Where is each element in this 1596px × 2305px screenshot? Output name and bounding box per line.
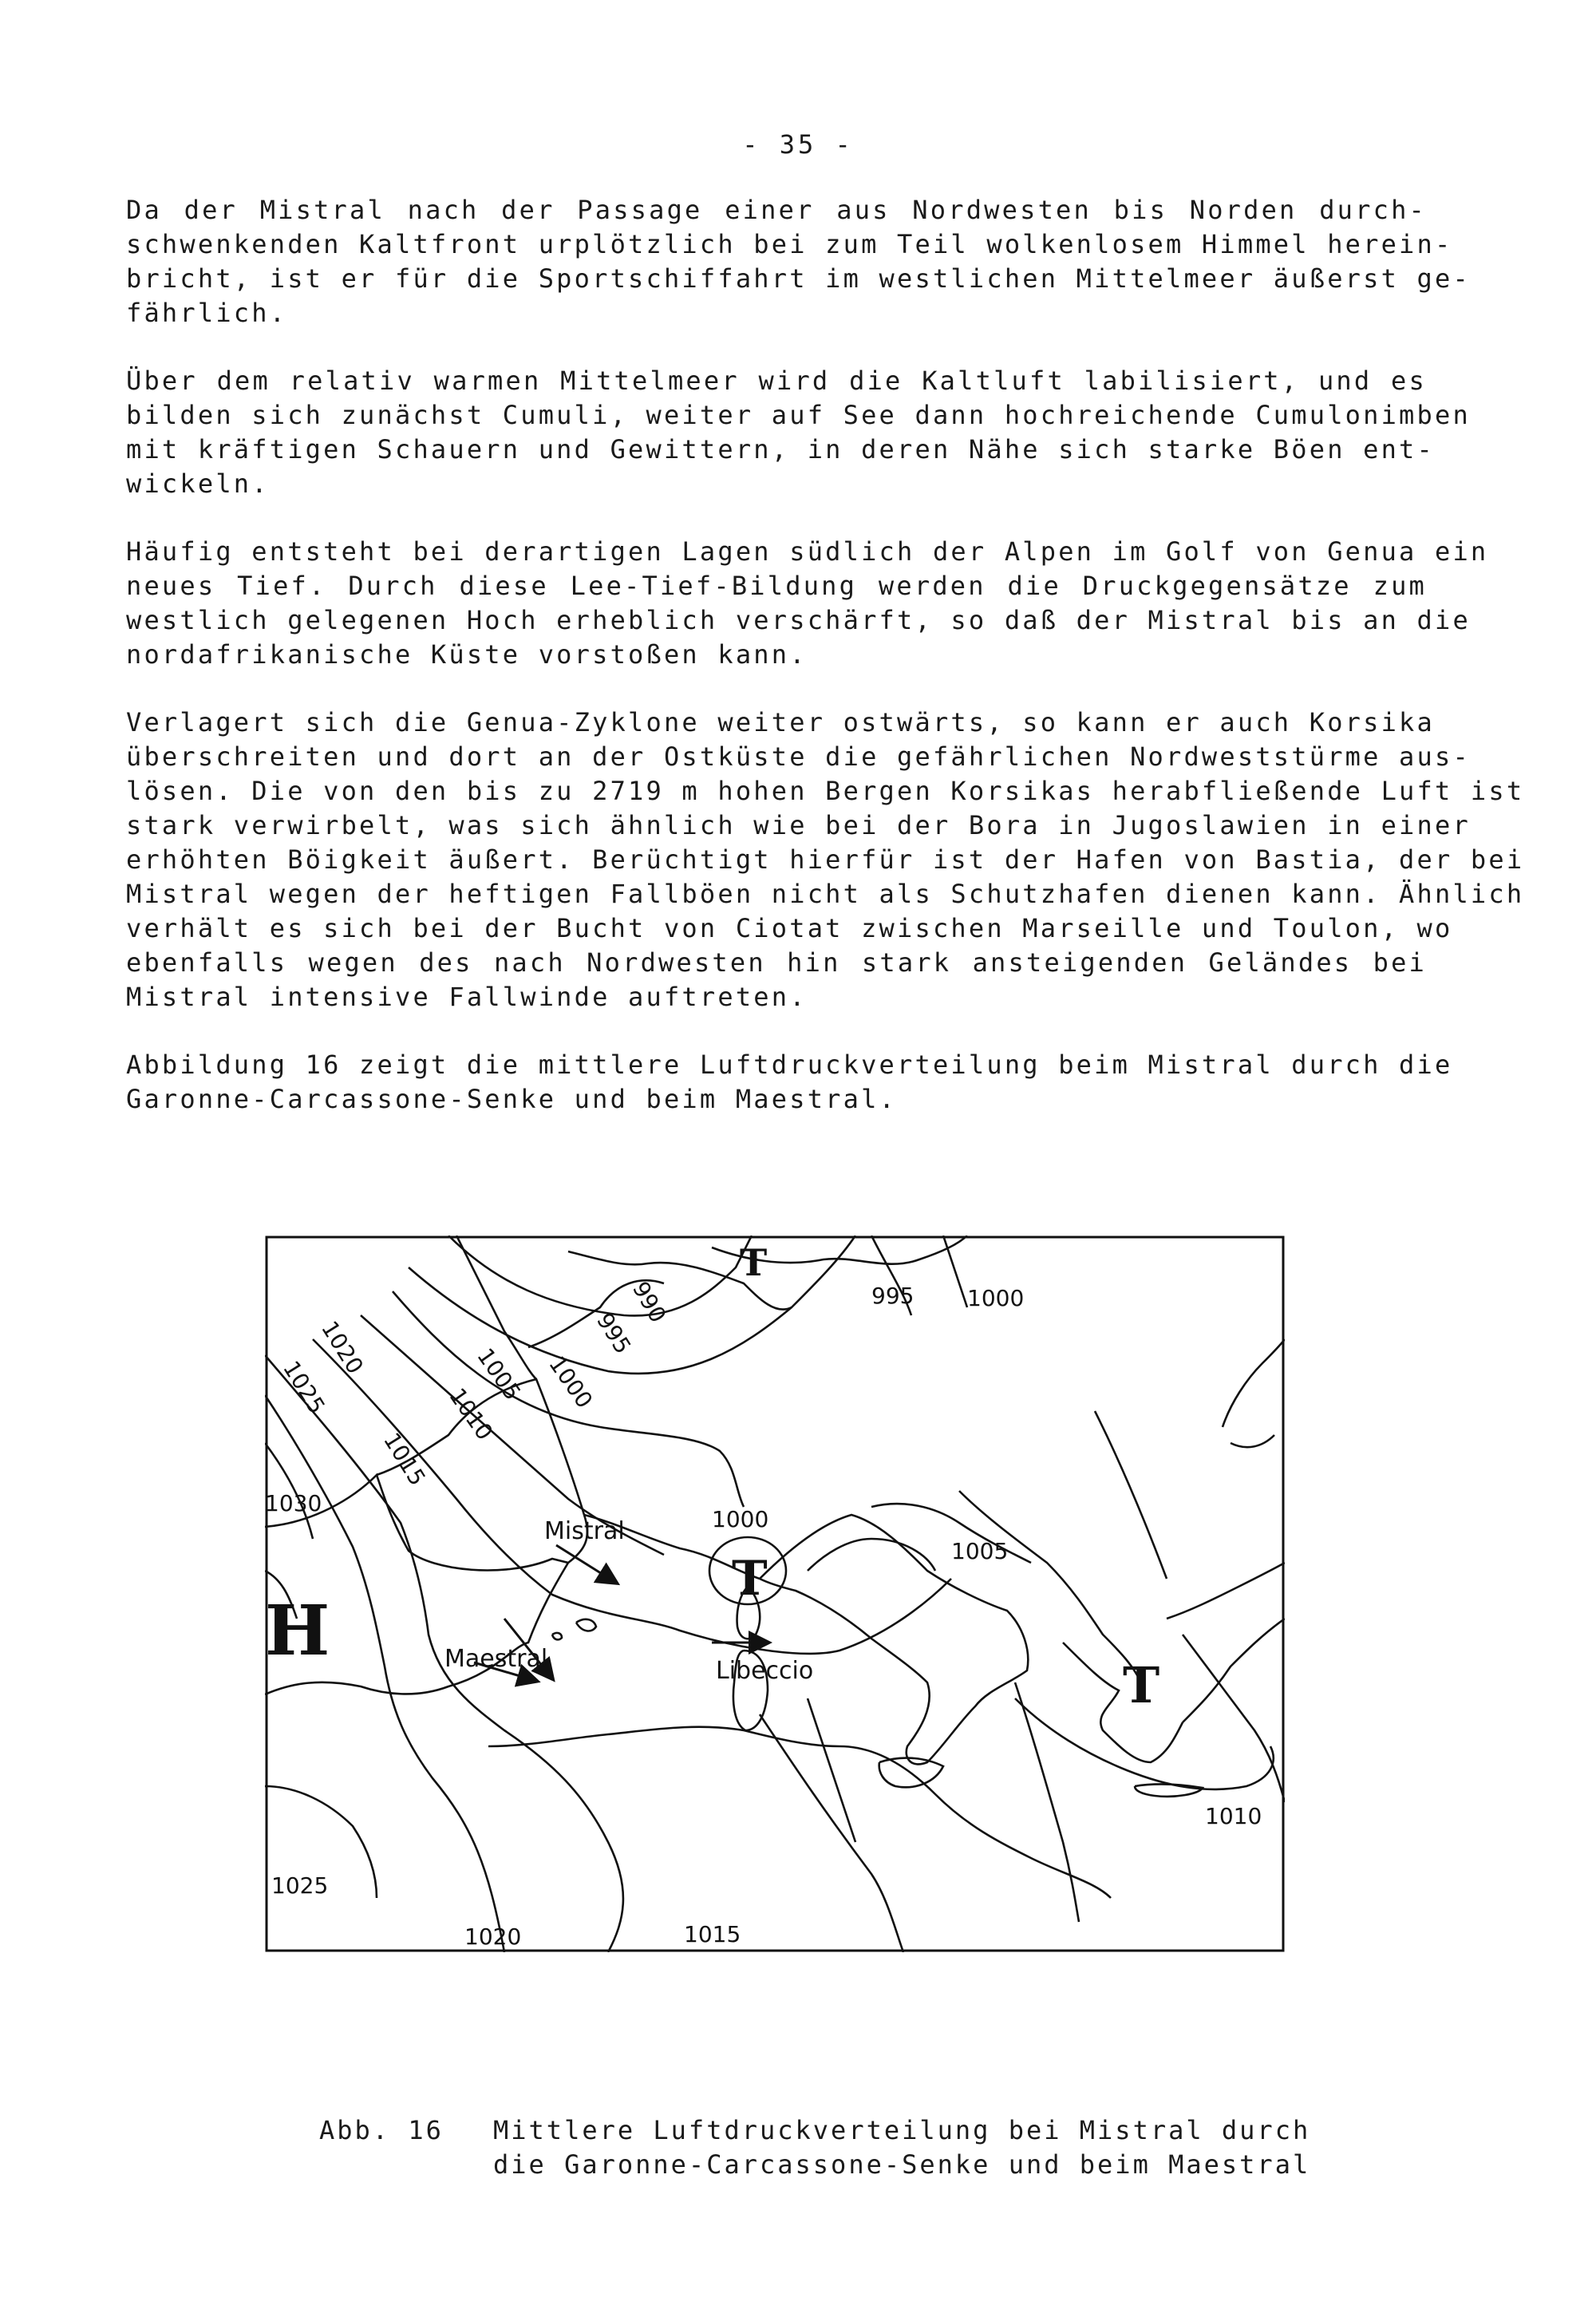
text-line: mit kräftigen Schauern und Gewittern, in deren Nähe sich starke Böen ent- xyxy=(126,434,1435,465)
caption-line: die Garonne-Carcassone-Senke und beim Maestral xyxy=(493,2149,1311,2180)
isobar-label: 995 xyxy=(591,1308,637,1359)
caption-line: Mittlere Luftdruckverteilung bei Mistral durch xyxy=(493,2115,1311,2145)
text-line: verhält es sich bei der Bucht von Ciotat zwischen Marseille und Toulon, wo xyxy=(126,913,1453,943)
text-line: westlich gelegenen Hoch erheblich verschärft, so daß der Mistral bis an die xyxy=(126,605,1471,635)
isobar-label: 1000 xyxy=(967,1285,1025,1311)
text-line: Mistral wegen der heftigen Fallböen nicht als Schutzhafen dienen kann. Ähnlich xyxy=(126,879,1525,909)
text-line: Häufig entsteht bei derartigen Lagen südlich der Alpen im Golf von Genua ein xyxy=(126,536,1489,567)
text-line: schwenkenden Kaltfront urplötzlich bei zum Teil wolkenlosem Himmel herein- xyxy=(126,229,1453,259)
text-line: Mistral intensive Fallwinde auftreten. xyxy=(126,982,808,1012)
libeccio-label: Libeccio xyxy=(716,1657,814,1685)
paragraph-figure-reference xyxy=(126,1048,1453,1117)
maestral-label: Maestral xyxy=(444,1645,548,1673)
isobar-label: 1030 xyxy=(265,1490,322,1516)
page-number: - 35 - xyxy=(742,129,854,160)
caption-text xyxy=(493,2113,1355,2182)
text-line: neues Tief. Durch diese Lee-Tief-Bildung werden die Druckgegensätze zum xyxy=(126,571,1427,601)
text-line: bricht, ist er für die Sportschiffahrt im westlichen Mittelmeer äußerst ge- xyxy=(126,263,1471,294)
paragraph-genua-low xyxy=(126,535,1489,672)
text-line: lösen. Die von den bis zu 2719 m hohen Bergen Korsikas herabfließende Luft ist xyxy=(126,776,1525,806)
text-line: Da der Mistral nach der Passage einer aus Nordwesten bis Norden durch- xyxy=(126,195,1427,225)
isobar-label: 1010 xyxy=(1205,1803,1262,1829)
isobar-label: 1025 xyxy=(278,1356,330,1419)
paragraph-corsica xyxy=(126,706,1525,1014)
paragraph-cold-air xyxy=(126,364,1471,501)
text-line: nordafrikanische Küste vorstoßen kann. xyxy=(126,639,808,670)
text-line: Garonne-Carcassone-Senke und beim Maestral. xyxy=(126,1084,898,1114)
text-line: erhöhten Böigkeit äußert. Berüchtigt hierfür ist der Hafen von Bastia, der bei xyxy=(126,844,1525,875)
text-line: Über dem relativ warmen Mittelmeer wird die Kaltluft labilisiert, und es xyxy=(126,366,1427,396)
paragraph-mistral-danger xyxy=(126,193,1471,330)
text-line: wickeln. xyxy=(126,469,270,499)
isobar-label: 1020 xyxy=(464,1923,522,1950)
low-pressure-symbol-genoa: T xyxy=(732,1551,768,1607)
caption-label: Abb. 16 xyxy=(319,2115,444,2145)
text-line: bilden sich zunächst Cumuli, weiter auf See dann hochreichende Cumulonimben xyxy=(126,400,1471,430)
text-line: überschreiten und dort an der Ostküste die gefährlichen Nordweststürme aus- xyxy=(126,741,1471,772)
low-pressure-symbol-north: T xyxy=(740,1241,768,1284)
isobar-label: 990 xyxy=(626,1277,672,1327)
isobar-label: 995 xyxy=(871,1283,915,1309)
isobar-label: 1015 xyxy=(378,1428,431,1491)
body-text xyxy=(126,193,1525,1150)
isobar-label: 1020 xyxy=(316,1316,369,1379)
text-line: Verlagert sich die Genua-Zyklone weiter ostwärts, so kann er auch Korsika xyxy=(126,707,1435,737)
text-line: stark verwirbelt, was sich ähnlich wie bei der Bora in Jugoslawien in einer xyxy=(126,810,1471,840)
text-line: Abbildung 16 zeigt die mittlere Luftdruckverteilung beim Mistral durch die xyxy=(126,1050,1453,1080)
high-pressure-symbol: H xyxy=(265,1591,330,1671)
text-line: fährlich. xyxy=(126,298,288,328)
pressure-map xyxy=(265,1236,1285,1952)
isobar-label: 1000 xyxy=(712,1506,769,1532)
low-pressure-symbol-aegean: T xyxy=(1123,1656,1160,1714)
isobar-label: 1025 xyxy=(271,1872,329,1899)
isobar-label: 1015 xyxy=(684,1921,741,1947)
text-line: ebenfalls wegen des nach Nordwesten hin stark ansteigenden Geländes bei xyxy=(126,947,1427,978)
isobar-label: 1005 xyxy=(951,1538,1009,1564)
isobar-label: 1005 xyxy=(472,1343,527,1406)
pressure-map-figure xyxy=(265,1236,1285,1952)
isobar-label: 1000 xyxy=(543,1351,598,1413)
mistral-label: Mistral xyxy=(544,1517,625,1545)
isobar-label: 1010 xyxy=(444,1383,499,1445)
